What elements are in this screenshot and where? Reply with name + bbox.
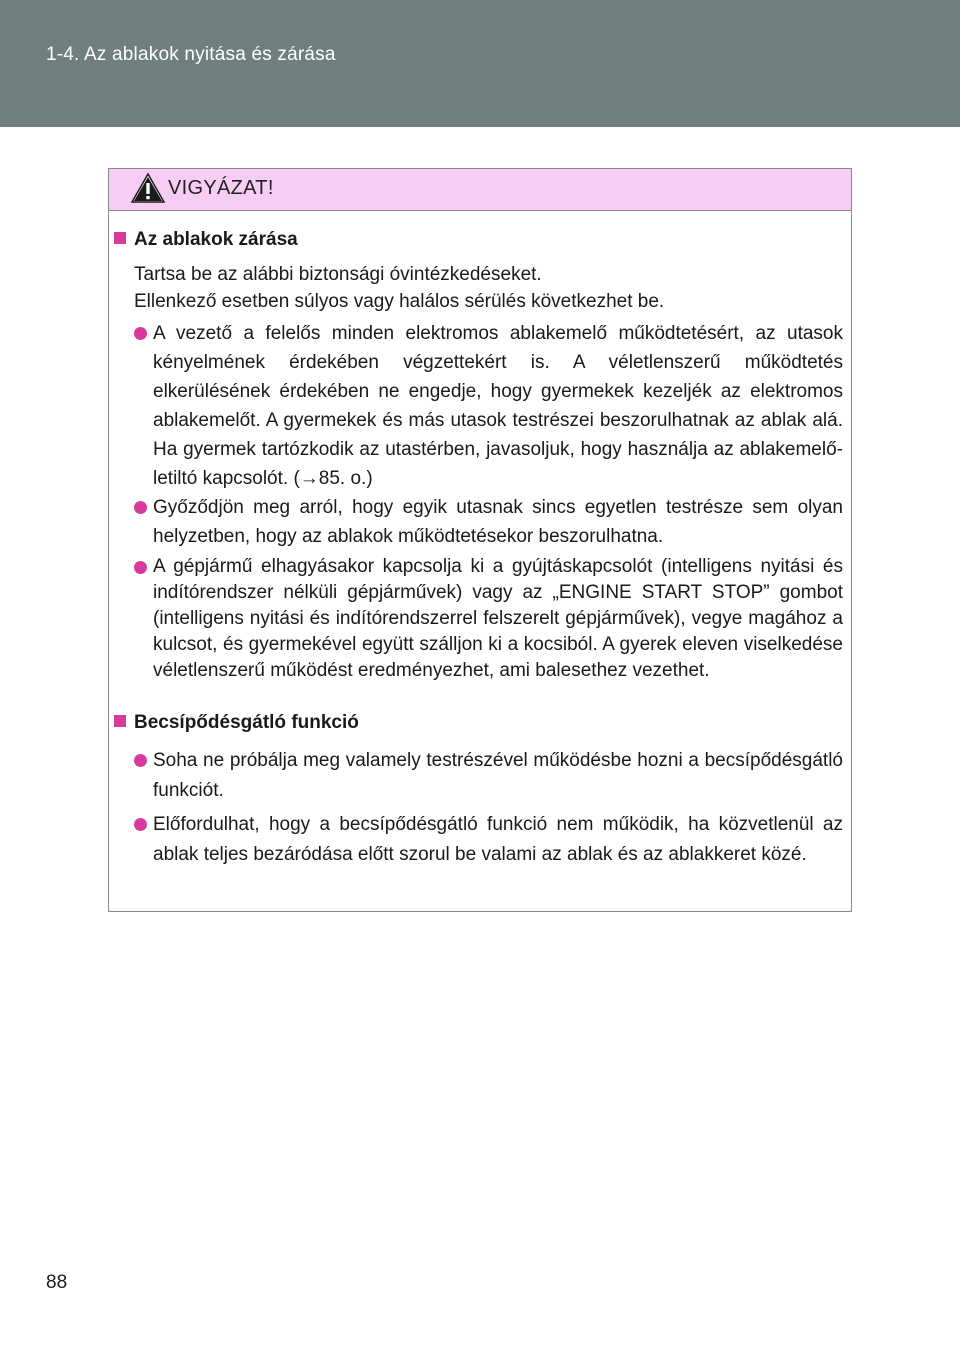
bullet-dot-icon bbox=[134, 561, 147, 574]
warning-header bbox=[109, 169, 851, 211]
section-title: Becsípődésgátló funkció bbox=[114, 712, 359, 734]
list-item: A vezető a felelős minden elektromos ablakemelő működtetésért, az utasok kényelmének érdekében végzettekért is. A véletlenszerű működtetés elkerülésének érdekében ne engedje, hogy gyermekek kezeljék az elektromos ablakemelőt. A gyermekek és más utasok testrészei beszorulhatnak az ablak alá. Ha gyermek tartózkodik az utastérben, javasoljuk, hogy használja az ablakemelő-letiltó kapcsolót. (→85. o.) bbox=[134, 319, 843, 493]
intro-line: Ellenkező esetben súlyos vagy halálos sérülés következhet be. bbox=[134, 291, 665, 312]
list-item: Előfordulhat, hogy a becsípődésgátló funkció nem működik, ha közvetlenül az ablak teljes bezáródása előtt szorul be valami az ablak és az ablakkeret közé. bbox=[134, 810, 843, 870]
list-item: Győződjön meg arról, hogy egyik utasnak sincs egyetlen testrésze sem olyan helyzetben, hogy az ablakok működtetésekor beszorulhatna. bbox=[134, 493, 843, 551]
warning-box bbox=[108, 168, 852, 912]
intro-line: Tartsa be az alábbi biztonsági óvintézkedéseket. bbox=[134, 264, 542, 285]
bullet-dot-icon bbox=[134, 327, 147, 340]
page-number: 88 bbox=[46, 1272, 68, 1293]
section-title: Az ablakok zárása bbox=[114, 229, 298, 251]
warning-label: VIGYÁZAT! bbox=[168, 177, 274, 199]
bullet-dot-icon bbox=[134, 818, 147, 831]
bullet-dot-icon bbox=[134, 754, 147, 767]
bullet-dot-icon bbox=[134, 501, 147, 514]
square-bullet-icon bbox=[114, 715, 126, 727]
warning-triangle-icon bbox=[131, 172, 165, 204]
list-item: Soha ne próbálja meg valamely testrészével működésbe hozni a becsípődésgátló funkciót. bbox=[134, 746, 843, 806]
chapter-title: 1-4. Az ablakok nyitása és zárása bbox=[46, 44, 336, 65]
list-item: A gépjármű elhagyásakor kapcsolja ki a gyújtáskapcsolót (intelligens nyitási és indítórendszer nélküli gépjárművek) vagy az „ENGINE START STOP” gombot (intelligens nyitási és indítórendszerrel felszerelt gépjárművek), vegye magához a kulcsot, és gyermekével együtt szálljon ki a kocsiból. A gyerek eleven viselkedése véletlenszerű működést eredményezhet, ami balesethez vezethet. bbox=[134, 554, 843, 684]
square-bullet-icon bbox=[114, 232, 126, 244]
chapter-header bbox=[0, 0, 960, 127]
